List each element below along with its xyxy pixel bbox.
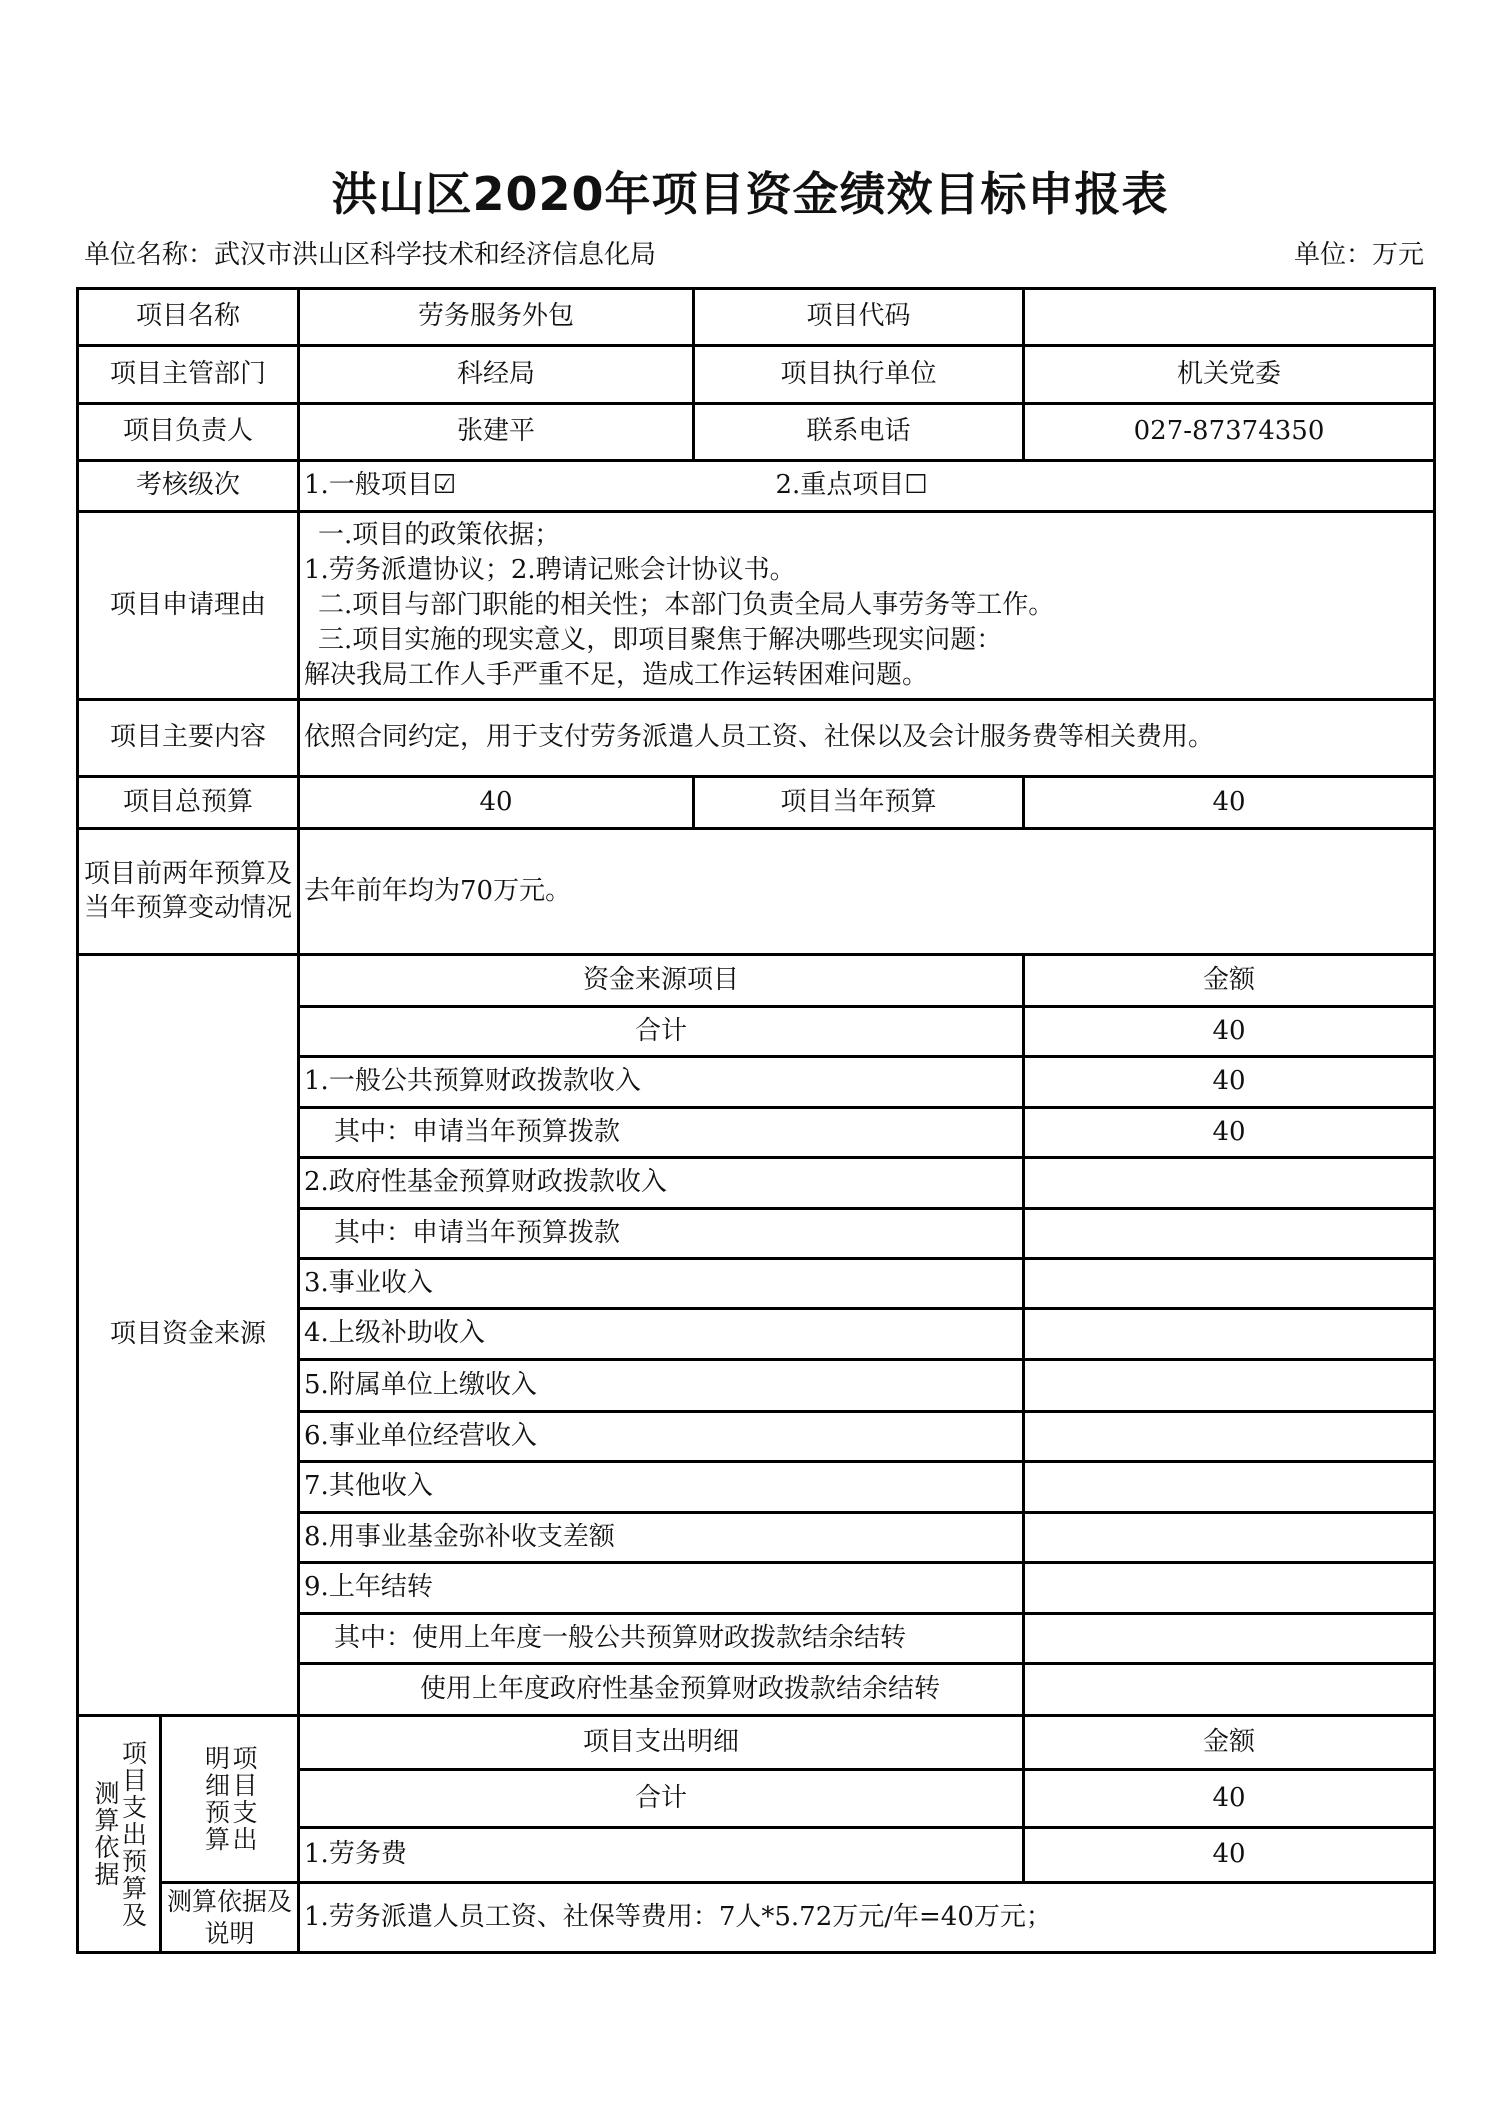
dept-value: 科经局	[299, 346, 694, 404]
year-budget-value: 40	[1024, 777, 1435, 829]
reason-line: 二.项目与部门职能的相关性；本部门负责全局人事劳务等工作。	[318, 590, 1055, 620]
reason-line: 1.劳务派遣协议；2.聘请记账会计协议书。	[304, 555, 796, 585]
content-value: 依照合同约定，用于支付劳务派遣人员工资、社保以及会计服务费等相关费用。	[299, 700, 1435, 777]
funding-row-item: 5.附属单位上缴收入	[299, 1360, 1024, 1412]
funding-row-item: 2.政府性基金预算财政拨款收入	[299, 1158, 1024, 1209]
exec-unit-label: 项目执行单位	[694, 346, 1024, 404]
total-budget-value: 40	[299, 777, 694, 829]
funding-row-amount	[1024, 1259, 1435, 1309]
budget-change-label: 项目前两年预算及当年预算变动情况	[78, 829, 299, 955]
currency-unit: 单位：万元	[1293, 240, 1424, 270]
leader-value: 张建平	[299, 404, 694, 461]
funding-row-item: 4.上级补助收入	[299, 1309, 1024, 1360]
funding-row-item: 合计	[299, 1007, 1024, 1057]
expense-detail-label	[161, 1716, 299, 1883]
funding-row-amount	[1024, 1412, 1435, 1462]
funding-row-amount: 40	[1024, 1007, 1435, 1057]
funding-row-amount	[1024, 1158, 1435, 1209]
funding-col-amount: 金额	[1024, 955, 1435, 1007]
project-code-label: 项目代码	[694, 289, 1024, 346]
funding-row-item: 1.一般公共预算财政拨款收入	[299, 1057, 1024, 1108]
total-budget-label: 项目总预算	[78, 777, 299, 829]
funding-row-amount	[1024, 1563, 1435, 1614]
reason-line: 解决我局工作人手严重不足，造成工作运转困难问题。	[304, 660, 929, 690]
funding-row-amount	[1024, 1614, 1435, 1664]
expense-detail-label-text: 项目支出明细预算	[201, 1745, 258, 1853]
exec-unit-value: 机关党委	[1024, 346, 1435, 404]
content-label: 项目主要内容	[78, 700, 299, 777]
funding-row-amount	[1024, 1360, 1435, 1412]
funding-row-item: 6.事业单位经营收入	[299, 1412, 1024, 1462]
funding-row-item: 其中：使用上年度一般公共预算财政拨款结余结转	[299, 1614, 1024, 1664]
funding-row-item: 7.其他收入	[299, 1462, 1024, 1513]
unit-name: 单位名称：武汉市洪山区科学技术和经济信息化局	[84, 240, 657, 270]
basis-value: 1.劳务派遣人员工资、社保等费用：7人*5.72万元/年=40万元；	[299, 1883, 1435, 1953]
funding-row-item: 3.事业收入	[299, 1259, 1024, 1309]
expense-row-item: 1.劳务费	[299, 1828, 1024, 1883]
phone-value: 027-87374350	[1024, 404, 1435, 461]
funding-label: 项目资金来源	[78, 955, 299, 1716]
project-code-value	[1024, 289, 1435, 346]
expense-row-amount: 40	[1024, 1770, 1435, 1828]
funding-col-source: 资金来源项目	[299, 955, 1024, 1007]
phone-label: 联系电话	[694, 404, 1024, 461]
dept-label: 项目主管部门	[78, 346, 299, 404]
project-name-value: 劳务服务外包	[299, 289, 694, 346]
expense-row-amount: 40	[1024, 1828, 1435, 1883]
funding-row-item: 8.用事业基金弥补收支差额	[299, 1513, 1024, 1563]
page-title: 洪山区2020年项目资金绩效目标申报表	[331, 167, 1169, 221]
basis-label: 测算依据及说明	[161, 1883, 299, 1953]
expense-outer-label	[78, 1716, 161, 1953]
funding-row-amount	[1024, 1664, 1435, 1716]
leader-label: 项目负责人	[78, 404, 299, 461]
budget-change-value: 去年前年均为70万元。	[299, 829, 1435, 955]
expense-col-detail: 项目支出明细	[299, 1716, 1024, 1770]
project-name-label: 项目名称	[78, 289, 299, 346]
reason-value	[299, 512, 1435, 700]
funding-row-item: 其中：申请当年预算拨款	[299, 1209, 1024, 1259]
expense-col-amount: 金额	[1024, 1716, 1435, 1770]
performance-form-table	[76, 287, 1436, 1954]
funding-row-item: 9.上年结转	[299, 1563, 1024, 1614]
funding-row-amount	[1024, 1209, 1435, 1259]
level-label: 考核级次	[78, 461, 299, 512]
funding-row-item: 其中：申请当年预算拨款	[299, 1108, 1024, 1158]
funding-row-amount	[1024, 1513, 1435, 1563]
reason-line: 三.项目实施的现实意义，即项目聚焦于解决哪些现实问题：	[318, 625, 1003, 655]
level-key-option: 2.重点项目☐	[694, 461, 1435, 512]
expense-outer-label-text: 项目支出预算及测算依据	[91, 1739, 148, 1929]
level-general-option: 1.一般项目☑	[299, 461, 694, 512]
funding-row-amount: 40	[1024, 1108, 1435, 1158]
funding-row-amount: 40	[1024, 1057, 1435, 1108]
funding-row-item: 使用上年度政府性基金预算财政拨款结余结转	[299, 1664, 1024, 1716]
funding-row-amount	[1024, 1462, 1435, 1513]
funding-row-amount	[1024, 1309, 1435, 1360]
reason-line: 一.项目的政策依据；	[318, 520, 561, 550]
expense-row-item: 合计	[299, 1770, 1024, 1828]
reason-label: 项目申请理由	[78, 512, 299, 700]
year-budget-label: 项目当年预算	[694, 777, 1024, 829]
